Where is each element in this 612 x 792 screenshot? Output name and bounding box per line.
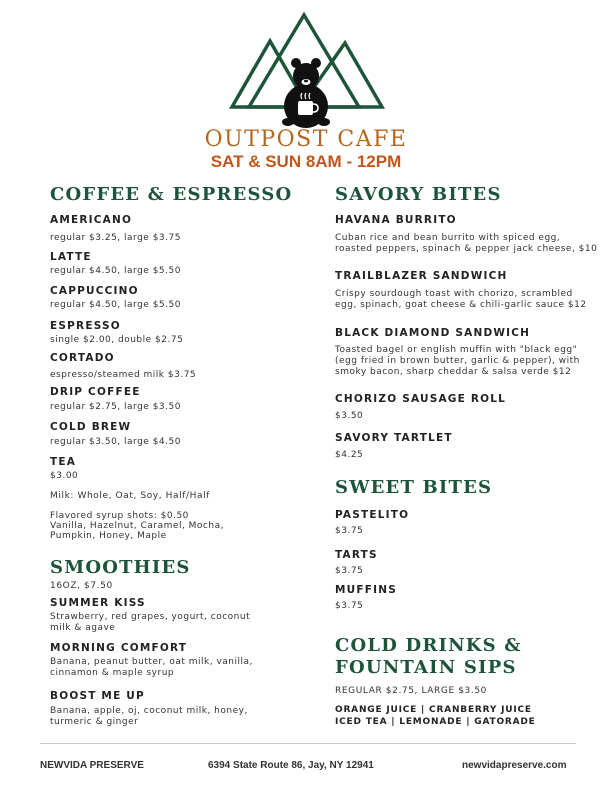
menu-item-name: TARTS <box>335 549 378 561</box>
menu-item-desc: Strawberry, red grapes, yogurt, coconut <box>50 612 251 622</box>
section-title-cold-drinks-line2: FOUNTAIN SIPS <box>335 657 517 678</box>
menu-item-desc: turmeric & ginger <box>50 717 139 727</box>
menu-item-name: CORTADO <box>50 352 115 364</box>
menu-item-desc: smoky bacon, sharp cheddar & salsa verde $12 <box>335 367 572 377</box>
menu-item-name: COLD BREW <box>50 421 132 433</box>
menu-item-desc: regular $4.50, large $5.50 <box>50 266 181 276</box>
menu-item-desc: single $2.00, double $2.75 <box>50 335 184 345</box>
menu-item-name: SAVORY TARTLET <box>335 432 453 444</box>
menu-item-name: LATTE <box>50 251 92 263</box>
syrup-line: Flavored syrup shots: $0.50 <box>50 511 189 521</box>
menu-item-desc: $4.25 <box>335 450 364 460</box>
syrup-line: Pumpkin, Honey, Maple <box>50 531 167 541</box>
menu-item-desc: Toasted bagel or english muffin with "black egg" <box>335 345 578 355</box>
menu-item-desc: regular $2.75, large $3.50 <box>50 402 181 412</box>
cold-drinks-list: ICED TEA | LEMONADE | GATORADE <box>335 717 536 727</box>
menu-item-desc: $3.00 <box>50 471 79 481</box>
syrup-line: Vanilla, Hazelnut, Caramel, Mocha, <box>50 521 224 531</box>
menu-item-name: MORNING COMFORT <box>50 642 188 654</box>
menu-item-name: TRAILBLAZER SANDWICH <box>335 270 508 282</box>
menu-item-desc: (egg fried in brown butter, garlic & pepper), with <box>335 356 580 366</box>
menu-item-desc: $3.50 <box>335 411 364 421</box>
bear-mountain-logo <box>0 0 612 130</box>
menu-item-name: AMERICANO <box>50 214 133 226</box>
section-title-coffee: COFFEE & ESPRESSO <box>50 184 293 205</box>
menu-item-name: DRIP COFFEE <box>50 386 141 398</box>
menu-item-name: PASTELITO <box>335 509 410 521</box>
footer-website: newvidapreserve.com <box>462 760 567 771</box>
menu-item-desc: Banana, peanut butter, oat milk, vanilla, <box>50 657 253 667</box>
menu-item-name: TEA <box>50 456 77 468</box>
menu-item-desc: cinnamon & maple syrup <box>50 668 175 678</box>
menu-item-desc: milk & agave <box>50 623 116 633</box>
menu-item-desc: espresso/steamed milk $3.75 <box>50 370 197 380</box>
menu-item-desc: $3.75 <box>335 566 364 576</box>
menu-item-desc: Cuban rice and bean burrito with spiced egg, <box>335 233 561 243</box>
menu-item-name: CAPPUCCINO <box>50 285 139 297</box>
menu-item-desc: regular $3.50, large $4.50 <box>50 437 181 447</box>
milk-options: Milk: Whole, Oat, Soy, Half/Half <box>50 491 210 501</box>
menu-item-name: ESPRESSO <box>50 320 121 332</box>
menu-item-desc: regular $4.50, large $5.50 <box>50 300 181 310</box>
menu-item-desc: Crispy sourdough toast with chorizo, scrambled <box>335 289 573 299</box>
menu-item-name: BLACK DIAMOND SANDWICH <box>335 327 531 339</box>
menu-item-desc: roasted peppers, spinach & pepper jack cheese, $10 <box>335 244 598 254</box>
smoothie-price: 16OZ, $7.50 <box>50 581 113 591</box>
menu-item-name: MUFFINS <box>335 584 397 596</box>
section-title-smoothies: SMOOTHIES <box>50 557 191 578</box>
cold-drinks-list: ORANGE JUICE | CRANBERRY JUICE <box>335 705 532 715</box>
footer-divider <box>40 743 576 744</box>
menu-item-desc: egg, spinach, goat cheese & chili-garlic sauce $12 <box>335 300 587 310</box>
menu-item-desc: Banana, apple, oj, coconut milk, honey, <box>50 706 248 716</box>
menu-item-desc: regular $3.25, large $3.75 <box>50 233 181 243</box>
section-title-sweet: SWEET BITES <box>335 477 493 498</box>
footer-address: 6394 State Route 86, Jay, NY 12941 <box>208 760 374 771</box>
menu-item-name: BOOST ME UP <box>50 690 145 702</box>
menu-item-desc: $3.75 <box>335 601 364 611</box>
section-title-cold-drinks: COLD DRINKS & <box>335 635 522 656</box>
bear-icon <box>282 58 330 128</box>
menu-item-desc: $3.75 <box>335 526 364 536</box>
cold-drinks-price: REGULAR $2.75, LARGE $3.50 <box>335 686 487 696</box>
section-title-savory: SAVORY BITES <box>335 184 502 205</box>
opening-hours: SAT & SUN 8AM - 12PM <box>210 152 402 171</box>
cafe-name: OUTPOST CAFE <box>204 127 408 152</box>
menu-item-name: HAVANA BURRITO <box>335 214 457 226</box>
menu-item-name: SUMMER KISS <box>50 597 146 609</box>
menu-item-name: CHORIZO SAUSAGE ROLL <box>335 393 507 405</box>
footer-brand: NEWVIDA PRESERVE <box>40 760 144 771</box>
